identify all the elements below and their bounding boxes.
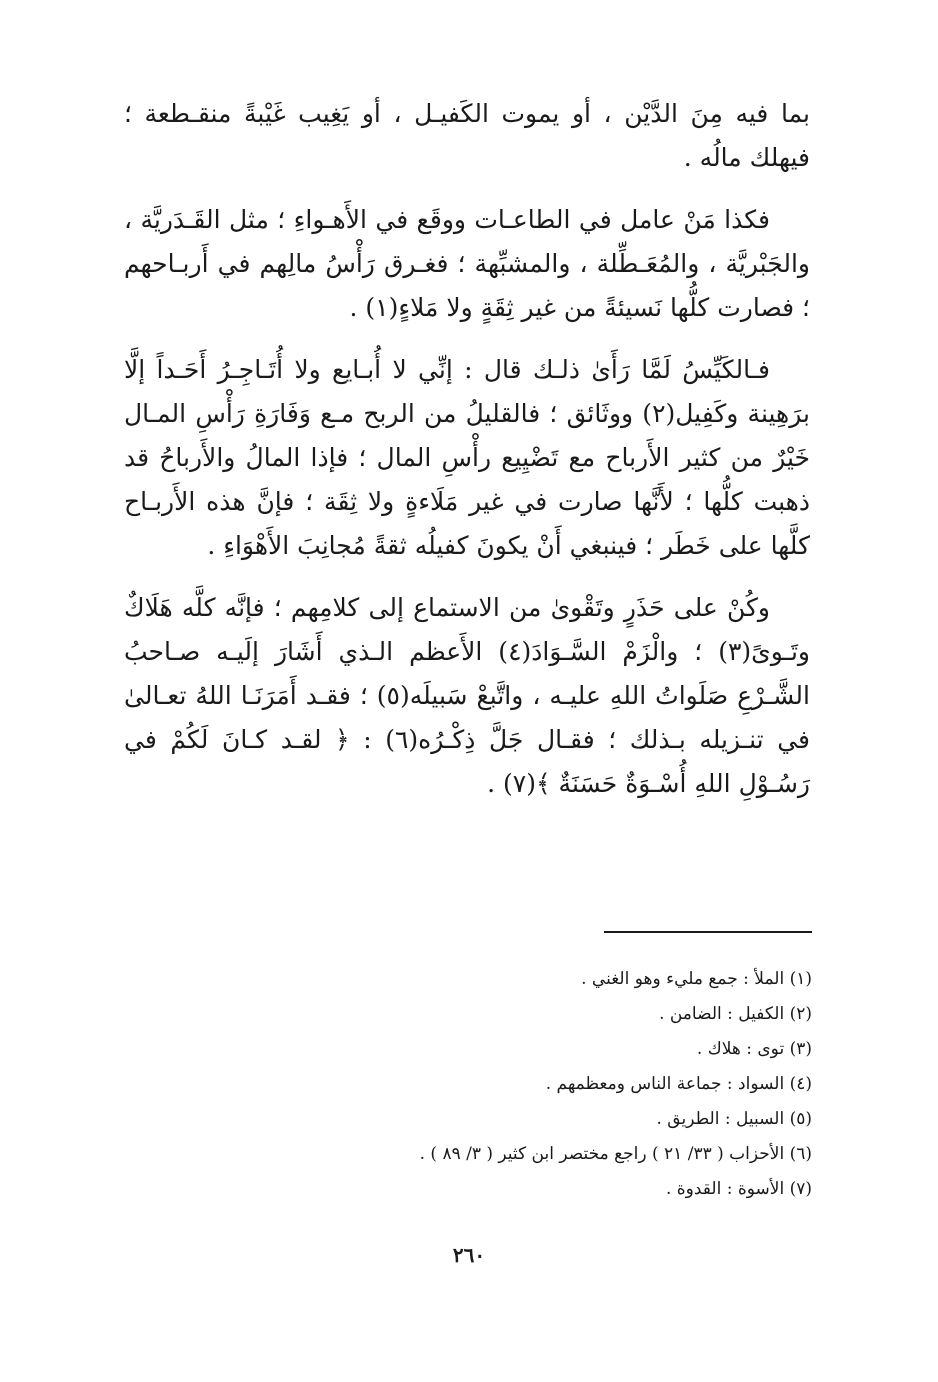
main-text (124, 92, 810, 824)
paragraph: فـالكَيِّسُ لَمَّا رَأَىٰ ذلـك قال : إنِّي لا أُبـايع ولا أُتَـاجِـرُ أَحَـداً إلَّا برَهِينة وكَفِيل(٢) ووثَائق ؛ فالقليلُ من الربح مـع وَفَارَةِ رَأْسِ المـال خَيْرٌ من كثير الأَرباح مع تَضْيِيع رأْسِ المال ؛ فإذا المالُ والأَرباحُ قد ذهبت كلُّها ؛ لأَنَّها صارت في غير مَلَاءةٍ ولا ثِقَة ؛ فإنَّ هذه الأَربـاح كلَّها على خَطَر ؛ فينبغي أَنْ يكونَ كفيلُه ثقةً مُجانِبَ الأَهْوَاءِ . (124, 355, 810, 560)
footnote-item: (٥) السبيل : الطريق . (656, 1109, 812, 1129)
footnote-item: (٤) السواد : جماعة الناس ومعظمهم . (545, 1074, 812, 1094)
footnote-item: (٧) الأسوة : القدوة . (665, 1179, 812, 1199)
footnote-item: (٦) الأحزاب ( ٣٣/ ٢١ ) راجع مختصر ابن كثير ( ٣/ ٨٩ ) . (419, 1144, 812, 1164)
footnotes (300, 962, 812, 1207)
paragraph-continuation: بما فيه مِنَ الدَّيْن ، أو يموت الكَفيـل ، أو يَغِيب غَيْبةً منقـطعة ؛ فيهلك مالُه . (124, 99, 810, 172)
footnote-item: (١) الملأ : جمع مليء وهو الغني . (581, 969, 812, 989)
page-number: ٢٦٠ (452, 1243, 486, 1267)
paragraph: وكُنْ على حَذَرٍ وتَقْوىٰ من الاستماع إلى كلامِهم ؛ فإنَّه كلَّه هَلَاكٌ وتَـوىً(٣) ؛ والْزَمْ السَّـوَادَ(٤) الأَعظم الـذي أَشَارَ إلَيـه صـاحبُ الشَّـرْعِ صَلَواتُ اللهِ عليـه ، واتَّبعْ سَبيلَه(٥) ؛ فقـد أَمَرَنَـا اللهُ تعـالىٰ في تنـزيله بـذلك ؛ فقـال جَلَّ ذِكْـرُه(٦) : ﴿ لقـد كـانَ لَكُمْ في رَسُـوْلِ اللهِ أُسْـوَةٌ حَسَنَةٌ ﴾(٧) . (124, 593, 810, 798)
footnote-item: (٣) توى : هلاك . (696, 1039, 812, 1059)
footnote-item: (٢) الكفيل : الضامن . (659, 1004, 812, 1024)
paragraph: فكذا مَنْ عامل في الطاعـات ووقَع في الأَهـواءِ ؛ مثل القَـدَريَّة ، والجَبْريَّة ، والمُعَـطِّلة ، والمشبِّهة ؛ فغـرق رَأْسُ مالِهم في أَربـاحهم ؛ فصارت كلُّها نَسيئةً من غير ثِقَةٍ ولا مَلاءٍ(١) . (124, 205, 810, 322)
footnote-divider (604, 931, 812, 933)
